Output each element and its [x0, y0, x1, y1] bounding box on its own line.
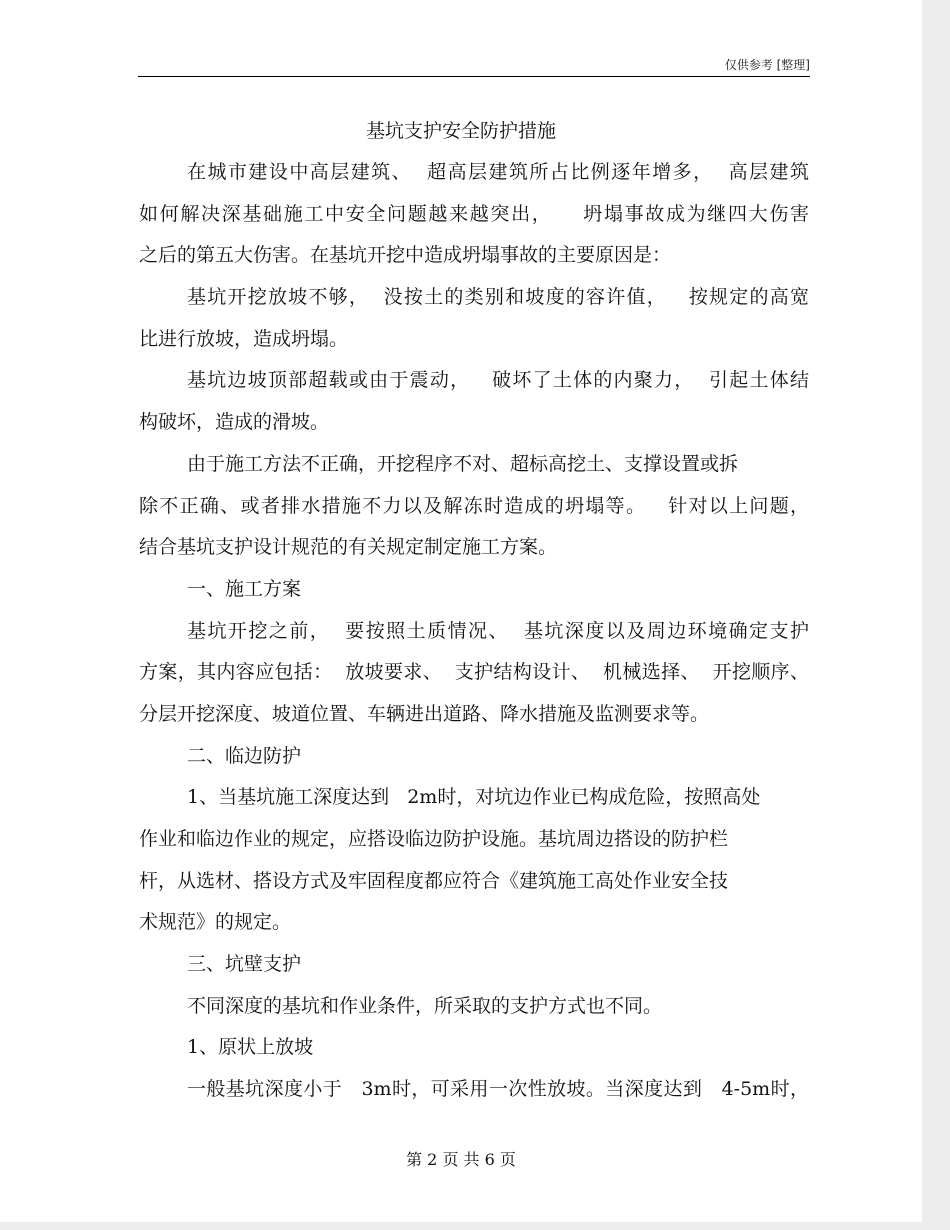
- document-title: 基坑支护安全防护措施: [365, 120, 556, 142]
- section-heading: 三、坑壁支护: [187, 953, 302, 976]
- document-body: [139, 152, 809, 1111]
- section-heading: 一、施工方案: [187, 577, 302, 600]
- body-line: 在城市建设中高层建筑、 超高层建筑所占比例逐年增多， 高层建筑: [187, 161, 809, 183]
- body-line: 之后的第五大伤害。在基坑开挖中造成坍塌事故的主要原因是：: [139, 244, 672, 267]
- body-line: 除不正确、或者排水措施不力以及解冻时造成的坍塌等。 针对以上问题，: [139, 494, 809, 517]
- subsection-heading: 1、原状上放坡: [187, 1036, 314, 1059]
- body-line: 基坑开挖放坡不够， 没按土的类别和坡度的容许值， 按规定的高宽: [187, 286, 809, 309]
- body-line: 一般基坑深度小于 3m时，可采用一次性放坡。当深度达到 4-5m时，: [187, 1078, 809, 1101]
- header-note: 仅供参考 [整理]: [724, 58, 810, 72]
- body-line: 不同深度的基坑和作业条件，所采取的支护方式也不同。: [187, 994, 663, 1017]
- body-line: 杆，从选材、搭设方式及牢固程度都应符合《建筑施工高处作业安全技: [139, 869, 729, 892]
- body-line: 1、当基坑施工深度达到 2m时，对坑边作业已构成危险，按照高处: [187, 786, 761, 809]
- body-line: 分层开挖深度、坡道位置、车辆进出道路、降水措施及监测要求等。: [139, 702, 710, 725]
- body-line: 方案，其内容应包括： 放坡要求、 支护结构设计、 机械选择、 开挖顺序、: [139, 661, 809, 684]
- body-line: 基坑开挖之前， 要按照土质情况、 基坑深度以及周边环境确定支护: [187, 619, 809, 642]
- body-line: 如何解决深基础施工中安全问题越来越突出， 坍塌事故成为继四大伤害: [139, 202, 809, 225]
- body-line: 作业和临边作业的规定，应搭设临边防护设施。基坑周边搭设的防护栏: [139, 828, 729, 850]
- body-line: 术规范》的规定。: [139, 911, 292, 934]
- section-heading: 二、临边防护: [187, 744, 302, 767]
- page-number: 第 2 页 共 6 页: [406, 1150, 516, 1169]
- body-line: 比进行放坡，造成坍塌。: [139, 327, 349, 350]
- body-line: 基坑边坡顶部超载或由于震动， 破坏了土体的内聚力， 引起土体结: [187, 369, 809, 392]
- body-line: 由于施工方法不正确，开挖程序不对、超标高挖土、支撑设置或拆: [187, 452, 739, 475]
- body-line: 构破坏，造成的滑坡。: [139, 411, 330, 434]
- body-line: 结合基坑支护设计规范的有关规定制定施工方案。: [139, 536, 558, 559]
- header-divider: [138, 76, 810, 77]
